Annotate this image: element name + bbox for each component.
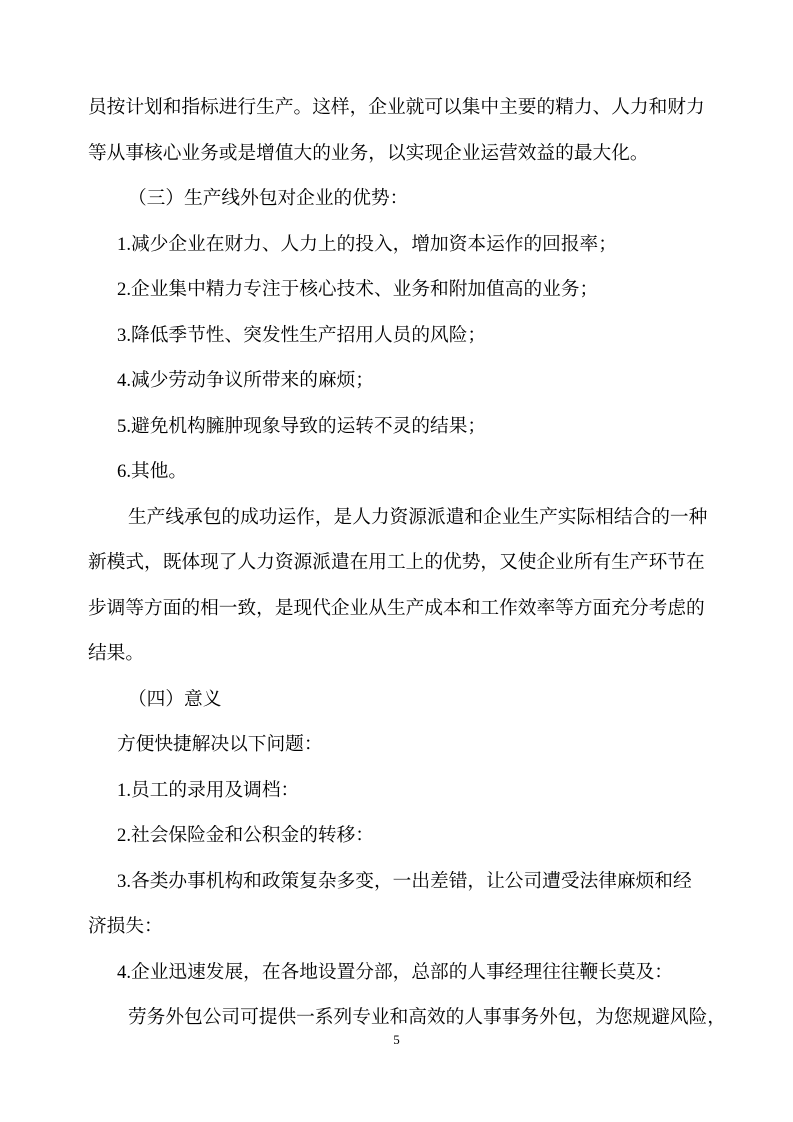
list-item: 3.降低季节性、突发性生产招用人员的风险；: [117, 324, 487, 346]
text-line: 新模式，既体现了人力资源派遣在用工上的优势，又使企业所有生产环节在: [88, 552, 705, 573]
text-line: 员按计划和指标进行生产。这样，企业就可以集中主要的精力、人力和财力: [88, 97, 705, 118]
text-line: 劳务外包公司可提供一系列专业和高效的人事事务外包，为您规避风险，: [128, 1007, 726, 1028]
list-item: 4.企业迅速发展，在各地设置分部，总部的人事经理往往鞭长莫及：: [117, 961, 673, 983]
document-body: [88, 85, 728, 1041]
text-line: 结果。: [88, 643, 145, 664]
list-item: 1.员工的录用及调档：: [117, 779, 300, 801]
list-item: 2.社会保险金和公积金的转移：: [117, 825, 374, 846]
list-item: 2.企业集中精力专注于核心技术、业务和附加值高的业务；: [117, 279, 599, 300]
text-line: 生产线承包的成功运作，是人力资源派遣和企业生产实际相结合的一种: [128, 506, 708, 528]
list-item: 1.减少企业在财力、人力上的投入，增加资本运作的回报率；: [117, 233, 617, 255]
section-heading: （三）生产线外包对企业的优势：: [128, 188, 409, 209]
list-item: 5.避免机构臃肿现象导致的运转不灵的结果；: [117, 415, 487, 437]
list-item: 6.其他。: [117, 461, 188, 482]
page-number: 5: [393, 1032, 400, 1047]
text-line: 济损失：: [88, 916, 163, 937]
list-item: 4.减少劳动争议所带来的麻烦；: [117, 370, 374, 391]
text-line: 方便快捷解决以下问题：: [117, 734, 323, 755]
text-line: 步调等方面的相一致，是现代企业从生产成本和工作效率等方面充分考虑的: [88, 597, 705, 619]
list-item: 3.各类办事机构和政策复杂多变，一出差错，让公司遭受法律麻烦和经: [117, 870, 692, 892]
section-heading: （四）意义: [128, 688, 222, 710]
text-line: 等从事核心业务或是增值大的业务，以实现企业运营效益的最大化。: [88, 142, 649, 164]
